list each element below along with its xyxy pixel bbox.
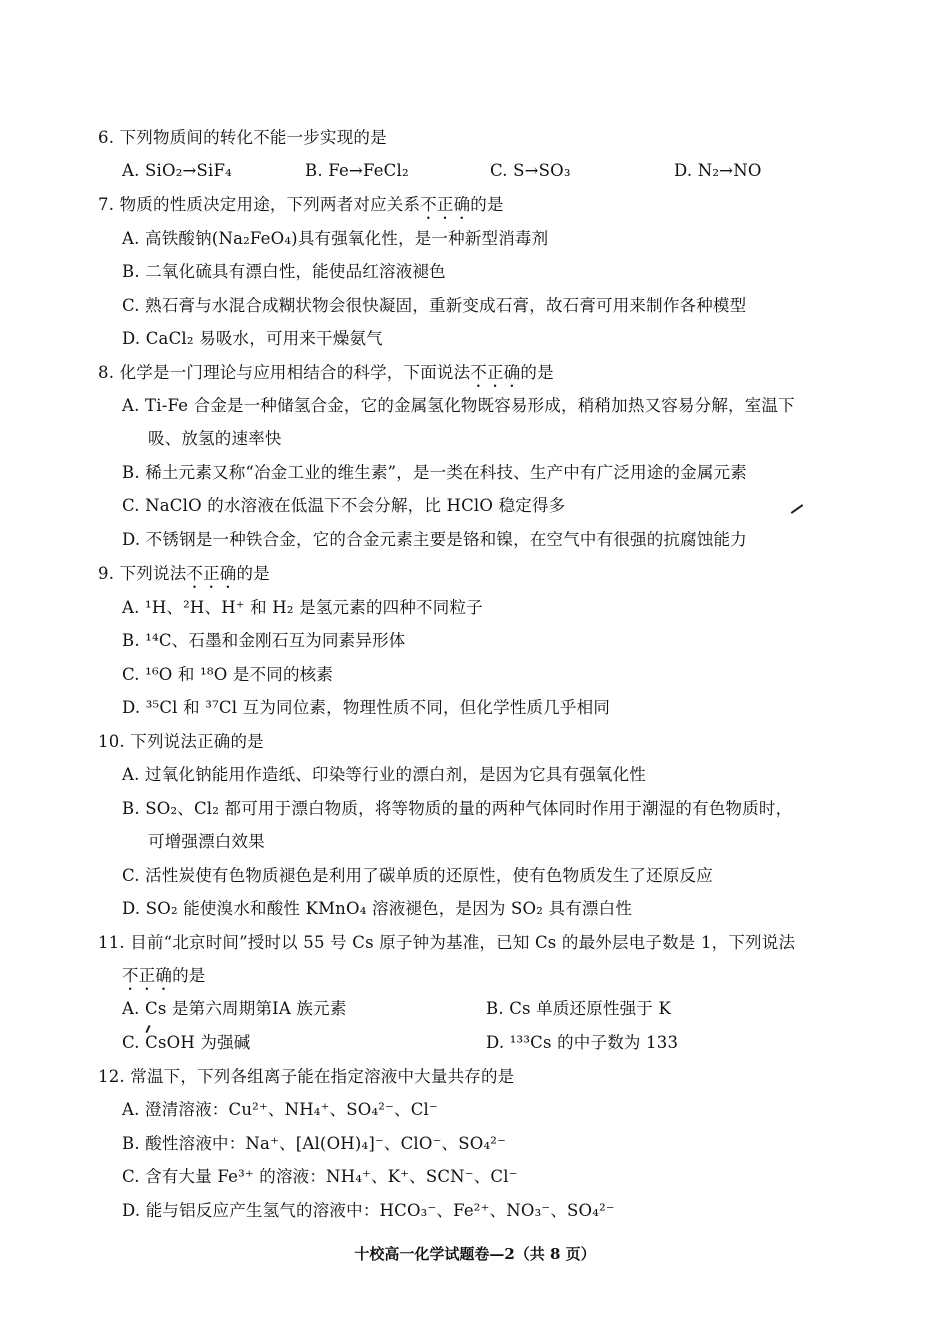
question-10-stem: 10. 下列说法正确的是 (98, 732, 264, 751)
q10-option-a: A. 过氧化钠能用作造纸、印染等行业的漂白剂，是因为它具有强氧化性 (122, 765, 647, 784)
q9-option-b: B. ¹⁴C、石墨和金刚石互为同素异形体 (122, 631, 406, 650)
q7-stem-post: 的是 (470, 195, 504, 214)
q10-option-c: C. 活性炭使有色物质褪色是利用了碳单质的还原性，使有色物质发生了还原反应 (122, 866, 713, 885)
question-11-stem-line1: 11. 目前“北京时间”授时以 55 号 Cs 原子钟为基准，已知 Cs 的最外层电子数是 1，下列说法 (98, 933, 796, 952)
q9-stem-emphasis: 不正确 (186, 564, 237, 583)
q8-option-a-line1: A. Ti-Fe 合金是一种储氢合金，它的金属氢化物既容易形成，稍稍加热又容易分解，室温下 (122, 396, 795, 415)
q12-option-b: B. 酸性溶液中：Na⁺、[Al(OH)₄]⁻、ClO⁻、SO₄²⁻ (122, 1134, 506, 1153)
q8-stem-pre: 8. 化学是一门理论与应用相结合的科学，下面说法 (98, 363, 471, 382)
q9-option-d: D. ³⁵Cl 和 ³⁷Cl 互为同位素，物理性质不同，但化学性质几乎相同 (122, 698, 611, 717)
question-11-stem-line2 (122, 965, 206, 994)
q12-option-c: C. 含有大量 Fe³⁺ 的溶液：NH₄⁺、K⁺、SCN⁻、Cl⁻ (122, 1167, 518, 1186)
q12-option-a: A. 澄清溶液：Cu²⁺、NH₄⁺、SO₄²⁻、Cl⁻ (122, 1100, 438, 1119)
q11-option-a: A. Cs 是第六周期第ⅠA 族元素 (122, 999, 347, 1018)
q8-option-b: B. 稀土元素又称“冶金工业的维生素”，是一类在科技、生产中有广泛用途的金属元素 (122, 463, 747, 482)
pen-mark (791, 504, 804, 514)
q6-option-c: C. S→SO₃ (490, 161, 571, 180)
q7-stem-pre: 7. 物质的性质决定用途，下列两者对应关系 (98, 195, 421, 214)
q8-stem-post: 的是 (520, 363, 554, 382)
q8-option-c: C. NaClO 的水溶液在低温下不会分解，比 HClO 稳定得多 (122, 496, 566, 515)
q8-option-d: D. 不锈钢是一种铁合金，它的合金元素主要是铬和镍，在空气中有很强的抗腐蚀能力 (122, 530, 747, 549)
question-9-stem (98, 563, 270, 592)
q10-option-d: D. SO₂ 能使溴水和酸性 KMnO₄ 溶液褪色，是因为 SO₂ 具有漂白性 (122, 899, 633, 918)
q9-option-c: C. ¹⁶O 和 ¹⁸O 是不同的核素 (122, 665, 334, 684)
q9-stem-pre: 9. 下列说法 (98, 564, 187, 583)
q8-option-a-line2: 吸、放氢的速率快 (148, 429, 282, 448)
q11-option-b: B. Cs 单质还原性强于 K (486, 999, 672, 1018)
q7-option-d: D. CaCl₂ 易吸水，可用来干燥氨气 (122, 329, 383, 348)
q11-option-d: D. ¹³³Cs 的中子数为 133 (486, 1033, 679, 1052)
q6-option-b: B. Fe→FeCl₂ (305, 161, 409, 180)
page-footer: 十校高一化学试题卷—2（共 8 页） (354, 1245, 596, 1263)
question-8-stem (98, 362, 554, 391)
q7-stem-emphasis: 不正确 (420, 195, 471, 214)
q10-option-b-line1: B. SO₂、Cl₂ 都可用于漂白物质，将等物质的量的两种气体同时作用于潮湿的有色物质时， (122, 799, 793, 818)
question-7-stem (98, 194, 504, 223)
q11-stem-post: 的是 (172, 966, 206, 985)
question-12-stem: 12. 常温下，下列各组离子能在指定溶液中大量共存的是 (98, 1067, 515, 1086)
q12-option-d: D. 能与铝反应产生氢气的溶液中：HCO₃⁻、Fe²⁺、NO₃⁻、SO₄²⁻ (122, 1201, 615, 1220)
q9-stem-post: 的是 (236, 564, 270, 583)
q7-option-a: A. 高铁酸钠(Na₂FeO₄)具有强氧化性，是一种新型消毒剂 (122, 229, 549, 248)
q7-option-b: B. 二氧化硫具有漂白性，能使品红溶液褪色 (122, 262, 446, 281)
q8-stem-emphasis: 不正确 (470, 363, 521, 382)
q6-option-a: A. SiO₂→SiF₄ (122, 161, 232, 180)
q9-option-a: A. ¹H、²H、H⁺ 和 H₂ 是氢元素的四种不同粒子 (122, 598, 483, 617)
q10-option-b-line2: 可增强漂白效果 (148, 832, 265, 851)
q11-stem-emphasis: 不正确 (122, 966, 173, 985)
q7-option-c: C. 熟石膏与水混合成糊状物会很快凝固，重新变成石膏，故石膏可用来制作各种模型 (122, 296, 747, 315)
q6-option-d: D. N₂→NO (674, 161, 762, 180)
question-6-stem: 6. 下列物质间的转化不能一步实现的是 (98, 128, 387, 147)
q11-option-c: C. CsOH 为强碱 (122, 1033, 251, 1052)
